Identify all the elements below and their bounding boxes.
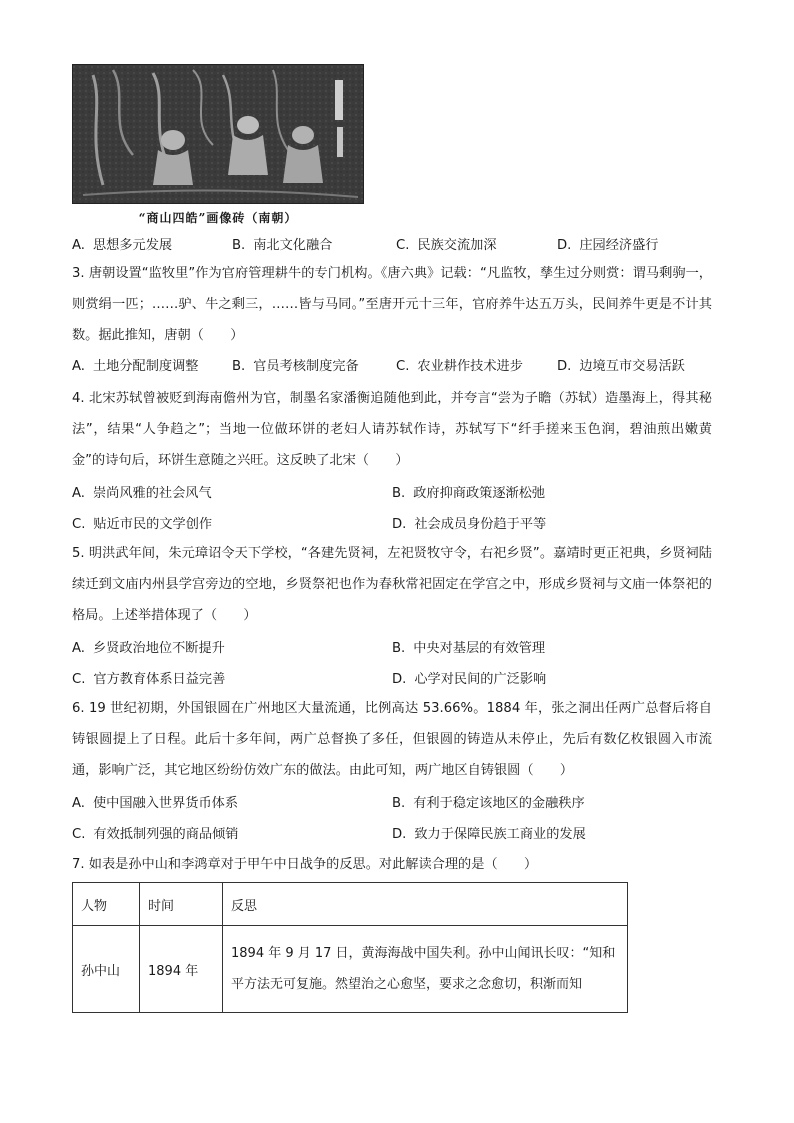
option-d[interactable]: D. 边境互市交易活跃: [557, 358, 685, 374]
header-time: 时间: [140, 883, 223, 926]
question-5: [72, 538, 712, 693]
option-a[interactable]: A. 乡贤政治地位不断提升: [72, 641, 225, 656]
option-b[interactable]: B. 南北文化融合: [232, 237, 333, 253]
option-c[interactable]: C. 有效抵制列强的商品倾销: [72, 827, 239, 842]
option-b[interactable]: B. 官员考核制度完备: [232, 358, 359, 374]
question-6: [72, 693, 712, 848]
figure-caption: “商山四皓”画像砖（南朝）: [138, 211, 298, 225]
option-b[interactable]: B. 有利于稳定该地区的金融秩序: [392, 796, 585, 811]
option-c[interactable]: C. 农业耕作技术进步: [396, 358, 523, 374]
cell-time: 1894 年: [140, 926, 223, 1013]
header-person: 人物: [73, 883, 140, 926]
brick-relief-image: [72, 64, 364, 204]
option-d[interactable]: D. 社会成员身份趋于平等: [392, 517, 547, 532]
option-d[interactable]: D. 致力于保障民族工商业的发展: [392, 827, 586, 842]
option-a[interactable]: A. 土地分配制度调整: [72, 358, 199, 374]
option-a[interactable]: A. 崇尚风雅的社会风气: [72, 486, 212, 501]
relief-figure: [72, 64, 364, 226]
option-b[interactable]: B. 中央对基层的有效管理: [392, 641, 546, 656]
option-b[interactable]: B. 政府抑商政策逐渐松弛: [392, 486, 546, 501]
option-a[interactable]: A. 思想多元发展: [72, 237, 173, 253]
option-a[interactable]: A. 使中国融入世界货币体系: [72, 796, 239, 811]
question-5-stem: 5. 明洪武年间，朱元璋诏令天下学校，“各建先贤祠，左祀贤牧守令，右祀乡贤”。嘉靖时更正祀典，乡贤祠陆续迁到文庙内州县学宫旁边的空地，乡贤祭祀也作为春秋常祀固定在学宫之中，形成乡贤祠与文庙一体祭祀的格局。上述举措体现了（ ）: [72, 546, 712, 623]
table-header-row: [73, 883, 628, 926]
option-d[interactable]: D. 心学对民间的广泛影响: [392, 672, 547, 687]
question-6-stem: 6. 19 世纪初期，外国银圆在广州地区大量流通，比例高达 53.66%。1884 年，张之洞出任两广总督后将自铸银圆提上了日程。此后十多年间，两广总督换了多任，但银圆的铸造从未停止，先后有数亿枚银圆入市流通，影响广泛，其它地区纷纷仿效广东的做法。由此可知，两广地区自铸银圆（ ）: [72, 701, 712, 778]
question-3: [72, 258, 712, 377]
question-7-stem: 7. 如表是孙中山和李鸿章对于甲午中日战争的反思。对此解读合理的是（ ）: [72, 857, 538, 872]
option-c[interactable]: C. 民族交流加深: [396, 237, 497, 253]
table-row: [73, 926, 628, 1013]
option-d[interactable]: D. 庄园经济盛行: [557, 237, 659, 253]
option-c[interactable]: C. 官方教育体系日益完善: [72, 672, 226, 687]
question-3-stem: 3. 唐朝设置“监牧里”作为官府管理耕牛的专门机构。《唐六典》记载：“凡监牧，孳生过分则赏：谓马剩驹一，则赏绢一匹；……驴、牛之剩三，……皆与马同。”至唐开元十三年，官府养牛达五万头，民间养牛更是不计其数。据此推知，唐朝（ ）: [72, 266, 712, 343]
reflection-table: [72, 882, 628, 1013]
question-7: [72, 849, 712, 880]
question-4: [72, 383, 712, 538]
cell-person: 孙中山: [73, 926, 140, 1013]
question-4-stem: 4. 北宋苏轼曾被贬到海南儋州为官，制墨名家潘衡追随他到此，并夸言“尝为子瞻（苏轼）造墨海上，得其秘法”，结果“人争趋之”；当地一位做环饼的老妇人请苏轼作诗，苏轼写下“纤手搓来玉色润，碧油煎出嫩黄金”的诗句后，环饼生意随之兴旺。这反映了北宋（ ）: [72, 391, 712, 468]
question-2-options: [72, 230, 712, 256]
header-reflection: 反思: [223, 883, 628, 926]
cell-reflection: 1894 年 9 月 17 日，黄海海战中国失利。孙中山闻讯长叹：“知和平方法无可复施。然望治之心愈坚，要求之念愈切，积渐而知: [223, 926, 628, 1013]
option-c[interactable]: C. 贴近市民的文学创作: [72, 517, 213, 532]
